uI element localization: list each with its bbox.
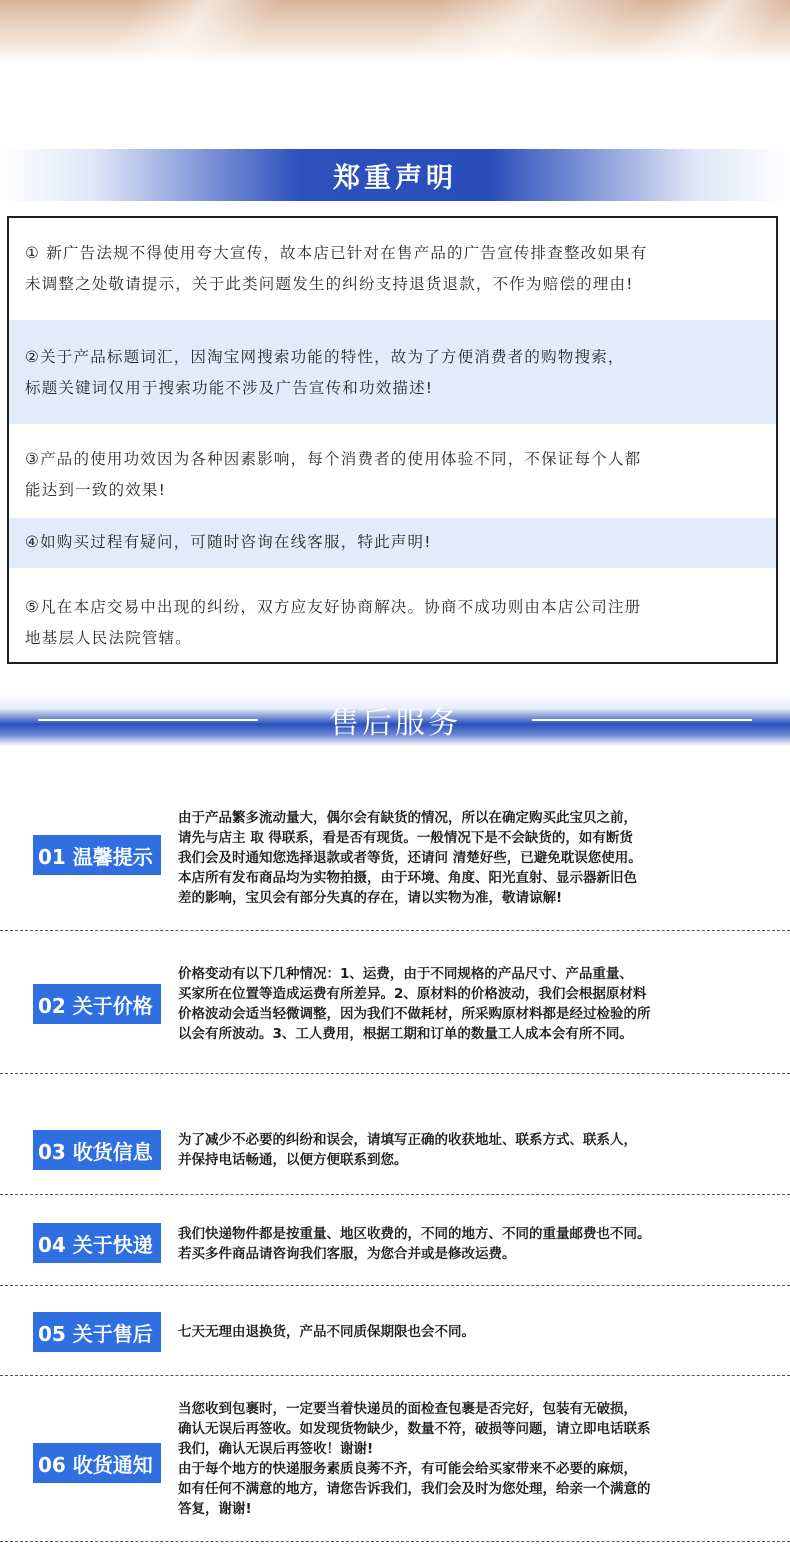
photo-highlight <box>98 0 281 62</box>
service-badge: 04 关于快递 <box>33 1223 161 1263</box>
row-divider <box>0 1541 790 1542</box>
service-title-banner <box>0 694 790 746</box>
service-line: 差的影响，宝贝会有部分失真的存在，请以实物为准，敬请谅解! <box>178 890 563 906</box>
statement-line: ④如购买过程有疑问，可随时咨询在线客服，特此声明! <box>25 533 432 551</box>
service-line: 买家所在位置等造成运费有所差异。2、原材料的价格波动，我们会根据原材料 <box>178 986 647 1002</box>
service-badge: 06 收货通知 <box>33 1443 161 1483</box>
service-badge: 01 温馨提示 <box>33 835 161 875</box>
service-line: 由于产品繁多流动量大，偶尔会有缺货的情况，所以在确定购买此宝贝之前， <box>178 810 637 826</box>
statement-box <box>7 216 778 664</box>
statement-line: 能达到一致的效果! <box>25 481 167 499</box>
service-line: 价格变动有以下几种情况：1、运费，由于不同规格的产品尺寸、产品重量、 <box>178 966 633 982</box>
service-line: 本店所有发布商品均为实物拍摄，由于环境、角度、阳光直射、显示器新旧色 <box>178 870 637 886</box>
statement-line: ① 新广告法规不得使用夸大宣传，故本店已针对在售产品的广告宣传排查整改如果有 <box>25 244 648 262</box>
title-divider-left <box>38 719 258 721</box>
row-divider <box>0 1285 790 1286</box>
photo-highlight <box>398 0 641 62</box>
statement-line: 未调整之处敬请提示，关于此类问题发生的纠纷支持退货退款，不作为赔偿的理由! <box>25 275 634 293</box>
service-line: 确认无误后再签收。如发现货物缺少，数量不符，破损等问题，请立即电话联系 <box>178 1421 651 1437</box>
service-line: 若买多件商品请咨询我们客服，为您合并或是修改运费。 <box>178 1246 516 1262</box>
service-line: 并保持电话畅通，以便方便联系到您。 <box>178 1152 408 1168</box>
service-badge: 02 关于价格 <box>33 984 161 1024</box>
service-title: 售后服务 <box>329 706 461 741</box>
statement-line: 地基层人民法院管辖。 <box>25 629 193 647</box>
service-line: 由于每个地方的快递服务素质良莠不齐，有可能会给买家带来不必要的麻烦， <box>178 1461 637 1477</box>
service-line: 七天无理由退换货，产品不同质保期限也会不同。 <box>178 1324 475 1340</box>
statement-title: 郑重声明 <box>333 162 457 194</box>
service-text <box>178 1130 753 1170</box>
service-line: 为了减少不必要的纠纷和误会，请填写正确的收获地址、联系方式、联系人， <box>178 1132 637 1148</box>
statement-line: ②关于产品标题词汇，因淘宝网搜索功能的特性，故为了方便消费者的购物搜索， <box>25 348 625 366</box>
service-text <box>178 964 753 1044</box>
service-badge: 05 关于售后 <box>33 1312 161 1352</box>
statement-line: ③产品的使用功效因为各种因素影响，每个消费者的使用体验不同，不保证每个人都 <box>25 450 642 468</box>
service-line: 我们，确认无误后再签收！谢谢! <box>178 1441 374 1457</box>
statement-item <box>9 238 776 300</box>
service-line: 我们会及时通知您选择退款或者等货，还请问 清楚好些，已避免耽误您使用。 <box>178 850 642 866</box>
statement-item <box>9 444 776 506</box>
statement-title-banner <box>0 149 790 201</box>
statement-item <box>9 518 776 568</box>
statement-item <box>9 592 776 654</box>
statement-line: 标题关键词仅用于搜索功能不涉及广告宣传和功效描述! <box>25 379 434 397</box>
service-line: 我们快递物件都是按重量、地区收费的，不同的地方、不同的重量邮费也不同。 <box>178 1226 651 1242</box>
service-line: 如有任何不满意的地方，请您告诉我们，我们会及时为您处理，给亲一个满意的 <box>178 1481 651 1497</box>
row-divider <box>0 1194 790 1195</box>
service-text <box>178 1224 753 1264</box>
service-text <box>178 808 753 908</box>
title-divider-right <box>532 719 752 721</box>
statement-item <box>9 320 776 424</box>
service-line: 当您收到包裹时，一定要当着快递员的面检查包裹是否完好，包装有无破损， <box>178 1401 637 1417</box>
service-badge: 03 收货信息 <box>33 1130 161 1170</box>
photo-highlight <box>628 0 790 62</box>
header-product-photo <box>0 0 790 62</box>
service-line: 答复，谢谢! <box>178 1501 252 1517</box>
row-divider <box>0 1375 790 1376</box>
service-text <box>178 1399 753 1519</box>
service-line: 请先与店主 取 得联系，看是否有现货。一般情况下是不会缺货的，如有断货 <box>178 830 633 846</box>
service-line: 以会有所波动。3、工人费用，根据工期和订单的数量工人成本会有所不同。 <box>178 1026 633 1042</box>
row-divider <box>0 1073 790 1074</box>
service-line: 价格波动会适当轻微调整，因为我们不做耗材，所采购原材料都是经过检验的所 <box>178 1006 651 1022</box>
statement-line: ⑤凡在本店交易中出现的纠纷，双方应友好协商解决。协商不成功则由本店公司注册 <box>25 598 642 616</box>
service-text <box>178 1322 753 1342</box>
row-divider <box>0 930 790 931</box>
